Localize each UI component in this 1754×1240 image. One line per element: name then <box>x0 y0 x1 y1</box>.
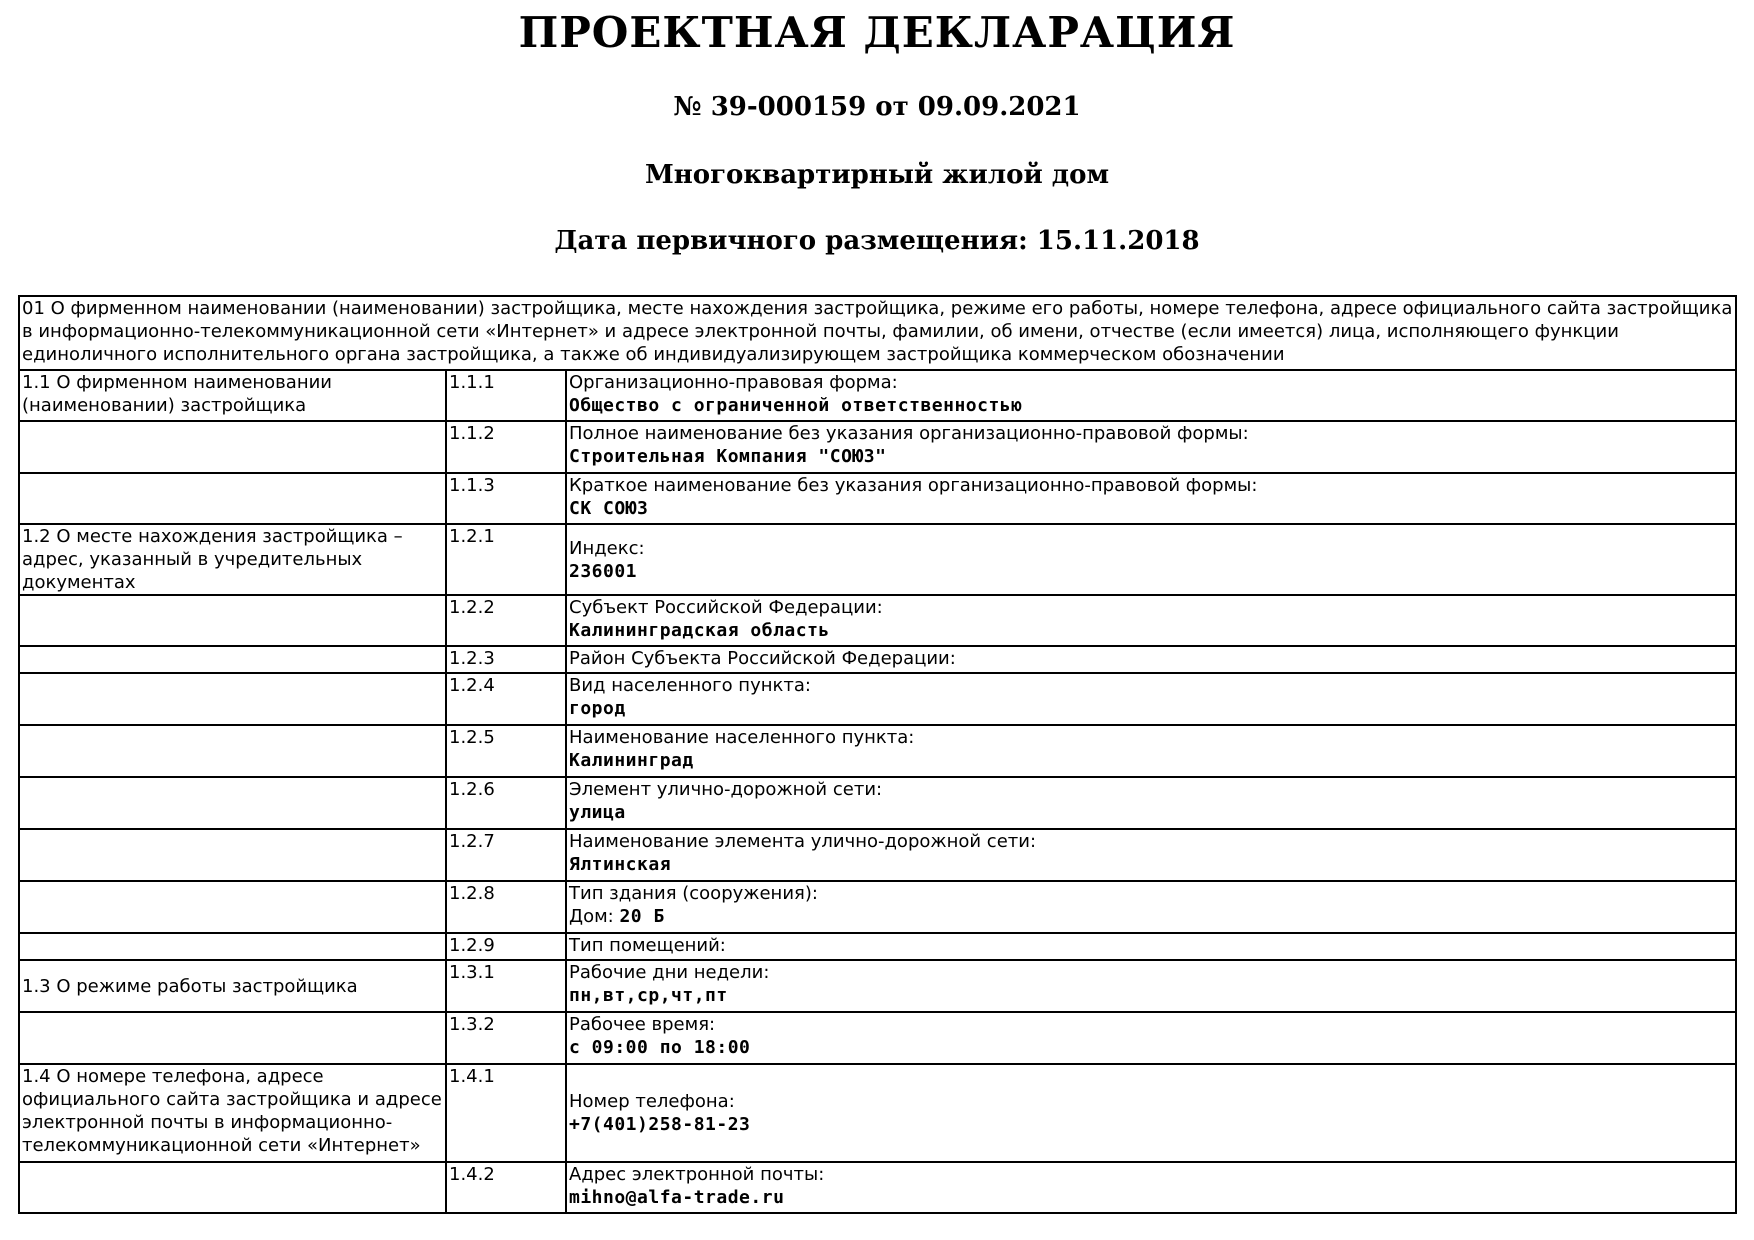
field-label: Индекс: <box>569 537 645 559</box>
section-1-3-label: 1.3 О режиме работы застройщика <box>19 960 446 1012</box>
field-value: пн,вт,ср,чт,пт <box>569 985 728 1006</box>
empty-section-cell <box>19 777 446 829</box>
table-row <box>19 1162 1736 1213</box>
row-content <box>566 370 1736 421</box>
first-publication-date: Дата первичного размещения: 15.11.2018 <box>554 226 1200 256</box>
row-number: 1.4.2 <box>446 1162 566 1213</box>
field-prefix: Дом: <box>569 906 614 927</box>
row-content <box>566 673 1736 725</box>
row-number: 1.2.4 <box>446 673 566 725</box>
row-content <box>566 524 1736 595</box>
field-value: 236001 <box>569 560 638 582</box>
table-row <box>19 524 1736 595</box>
field-label: Вид населенного пункта: <box>569 675 811 696</box>
field-label: Элемент улично-дорожной сети: <box>569 779 883 800</box>
row-number: 1.2.9 <box>446 933 566 960</box>
declaration-number: № 39-000159 от 09.09.2021 <box>673 92 1081 122</box>
field-label: Полное наименование без указания организационно-правовой формы: <box>569 423 1249 444</box>
table-row <box>19 370 1736 421</box>
row-content <box>566 1064 1736 1162</box>
field-value: Калининградская область <box>569 620 830 641</box>
field-value: с 09:00 по 18:00 <box>569 1037 751 1058</box>
row-content <box>566 646 1736 673</box>
declaration-table <box>18 295 1737 1214</box>
empty-section-cell <box>19 646 446 673</box>
table-row <box>19 1064 1736 1162</box>
row-content <box>566 777 1736 829</box>
empty-section-cell <box>19 473 446 524</box>
row-content <box>566 473 1736 524</box>
row-number: 1.2.2 <box>446 595 566 646</box>
table-row <box>19 725 1736 777</box>
object-type: Многоквартирный жилой дом <box>644 160 1110 190</box>
row-number: 1.3.2 <box>446 1012 566 1064</box>
row-number: 1.2.6 <box>446 777 566 829</box>
row-content <box>566 881 1736 933</box>
table-row <box>19 595 1736 646</box>
empty-section-cell <box>19 673 446 725</box>
row-content <box>566 960 1736 1012</box>
field-label: Рабочее время: <box>569 1014 716 1035</box>
table-row <box>19 473 1736 524</box>
table-row <box>19 881 1736 933</box>
field-value: +7(401)258-81-23 <box>569 1114 751 1135</box>
table-row <box>19 960 1736 1012</box>
row-number: 1.2.1 <box>446 524 566 595</box>
field-label: Краткое наименование без указания организационно-правовой формы: <box>569 475 1258 496</box>
section-01-row <box>19 296 1736 370</box>
field-value: 20 Б <box>619 906 665 927</box>
field-value: Калининград <box>569 750 694 771</box>
empty-section-cell <box>19 1162 446 1213</box>
field-label: Адрес электронной почты: <box>569 1164 825 1185</box>
field-value-line <box>569 905 1733 928</box>
row-number: 1.1.1 <box>446 370 566 421</box>
field-value: Общество с ограниченной ответственностью <box>569 395 1023 416</box>
table-row <box>19 673 1736 725</box>
empty-section-cell <box>19 725 446 777</box>
field-label: Наименование элемента улично-дорожной сети: <box>569 831 1037 852</box>
empty-section-cell <box>19 881 446 933</box>
section-01-text: 01 О фирменном наименовании (наименовании) застройщика, месте нахождения застройщика, режиме его работы, номере телефона, адресе официального сайта застройщика в информационно-телекоммуникационной сети «Интернет» и адресе электронной почты, фамилии, об имени, отчестве (если имеется) лица, исполняющего функции единоличного исполнительного органа застройщика, а также об индивидуализирующем застройщика коммерческом обозначении <box>19 296 1736 370</box>
section-1-1-label: 1.1 О фирменном наименовании (наименовании) застройщика <box>19 370 446 421</box>
section-1-2-label: 1.2 О месте нахождения застройщика – адрес, указанный в учредительных документах <box>19 524 446 595</box>
field-label: Организационно-правовая форма: <box>569 372 898 393</box>
section-1-4-label: 1.4 О номере телефона, адресе официального сайта застройщика и адресе электронной почты в информационно-телекоммуникационной сети «Интернет» <box>19 1064 446 1162</box>
field-label: Рабочие дни недели: <box>569 962 770 983</box>
table-row <box>19 1012 1736 1064</box>
table-row <box>19 646 1736 673</box>
row-number: 1.4.1 <box>446 1064 566 1162</box>
row-number: 1.2.8 <box>446 881 566 933</box>
empty-section-cell <box>19 595 446 646</box>
table-row <box>19 777 1736 829</box>
empty-section-cell <box>19 421 446 473</box>
row-number: 1.2.5 <box>446 725 566 777</box>
row-content <box>566 421 1736 473</box>
table-row <box>19 829 1736 881</box>
field-label: Тип здания (сооружения): <box>569 883 818 904</box>
field-value: Строительная Компания "СОЮЗ" <box>569 446 887 467</box>
field-value: город <box>569 698 626 719</box>
row-number: 1.1.2 <box>446 421 566 473</box>
row-content <box>566 1162 1736 1213</box>
table-row <box>19 421 1736 473</box>
row-content <box>566 725 1736 777</box>
field-value: Ялтинская <box>569 854 672 875</box>
field-value: mihno@alfa-trade.ru <box>569 1187 785 1208</box>
row-number: 1.1.3 <box>446 473 566 524</box>
field-value: СК СОЮЗ <box>569 498 649 519</box>
field-value: улица <box>569 802 626 823</box>
row-content <box>566 933 1736 960</box>
row-number: 1.2.3 <box>446 646 566 673</box>
field-label: Наименование населенного пункта: <box>569 727 915 748</box>
field-label: Тип помещений: <box>569 935 726 956</box>
table-row <box>19 933 1736 960</box>
row-content <box>566 595 1736 646</box>
row-content <box>566 829 1736 881</box>
empty-section-cell <box>19 829 446 881</box>
field-label: Район Субъекта Российской Федерации: <box>569 648 956 669</box>
field-label: Субъект Российской Федерации: <box>569 597 883 618</box>
empty-section-cell <box>19 1012 446 1064</box>
row-content <box>566 1012 1736 1064</box>
document-title: ПРОЕКТНАЯ ДЕКЛАРАЦИЯ <box>518 8 1236 57</box>
row-number: 1.3.1 <box>446 960 566 1012</box>
row-number: 1.2.7 <box>446 829 566 881</box>
field-label: Номер телефона: <box>569 1091 735 1112</box>
empty-section-cell <box>19 933 446 960</box>
